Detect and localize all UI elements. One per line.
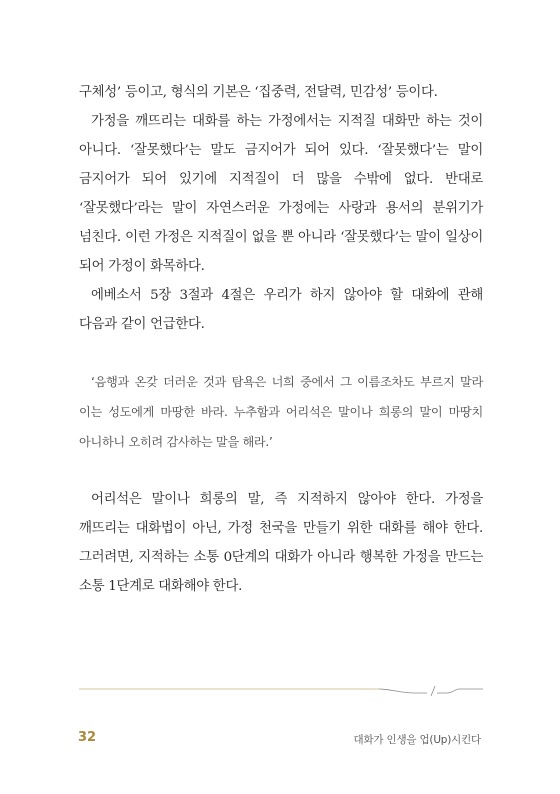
page-number: 32 [78,730,97,745]
scripture-quote: ‘음행과 온갖 더러운 것과 탐욕은 너희 중에서 그 이름조차도 부르지 말라 이는 성도에게 마땅한 바라. 누추함과 어리석은 말이나 희롱의 말이 마땅치 아니하니 오히려 감사하는 말을 해라.’ [79,375,483,449]
paragraph-closing: 어리석은 말이나 희롱의 말, 즉 지적하지 않아야 한다. 가정을 깨뜨리는 대화법이 아닌, 가정 천국을 만들기 위한 대화를 해야 한다. 그러려면, 지적하는 소통 0단계의 대화가 아니라 행복한 가정을 만드는 소통 1단계로 대화해야 한다. [79,492,483,594]
body-text [79,78,483,601]
running-title: 대화가 인생을 업(Up)시킨다 [353,734,481,746]
footer-divider [79,684,483,700]
paragraph-continuation: 구체성’ 등이고, 형식의 기본은 ‘집중력, 전달력, 민감성’ 등이다. [79,85,438,100]
paragraph-ephesians-intro: 에베소서 5장 3절과 4절은 우리가 하지 않아야 할 대화에 관해 다음과 같이 언급한다. [79,288,483,332]
paragraph-forbidden-words: 가정을 깨뜨리는 대화를 하는 가정에서는 지적질 대화만 하는 것이 아니다. ‘잘못했다’는 말도 금지어가 되어 있다. ‘잘못했다’는 말이 금지어가 되어 있기에 지적질이 더 많을 수밖에 없다. 반대로 ‘잘못했다’라는 말이 자연스러운 가정에는 사랑과 용서의 분위기가 넘친다. 이런 가정은 지적질이 없을 뿐 아니라 ‘잘못했다’는 말이 일상이 되어 가정이 화목하다. [79,114,483,274]
